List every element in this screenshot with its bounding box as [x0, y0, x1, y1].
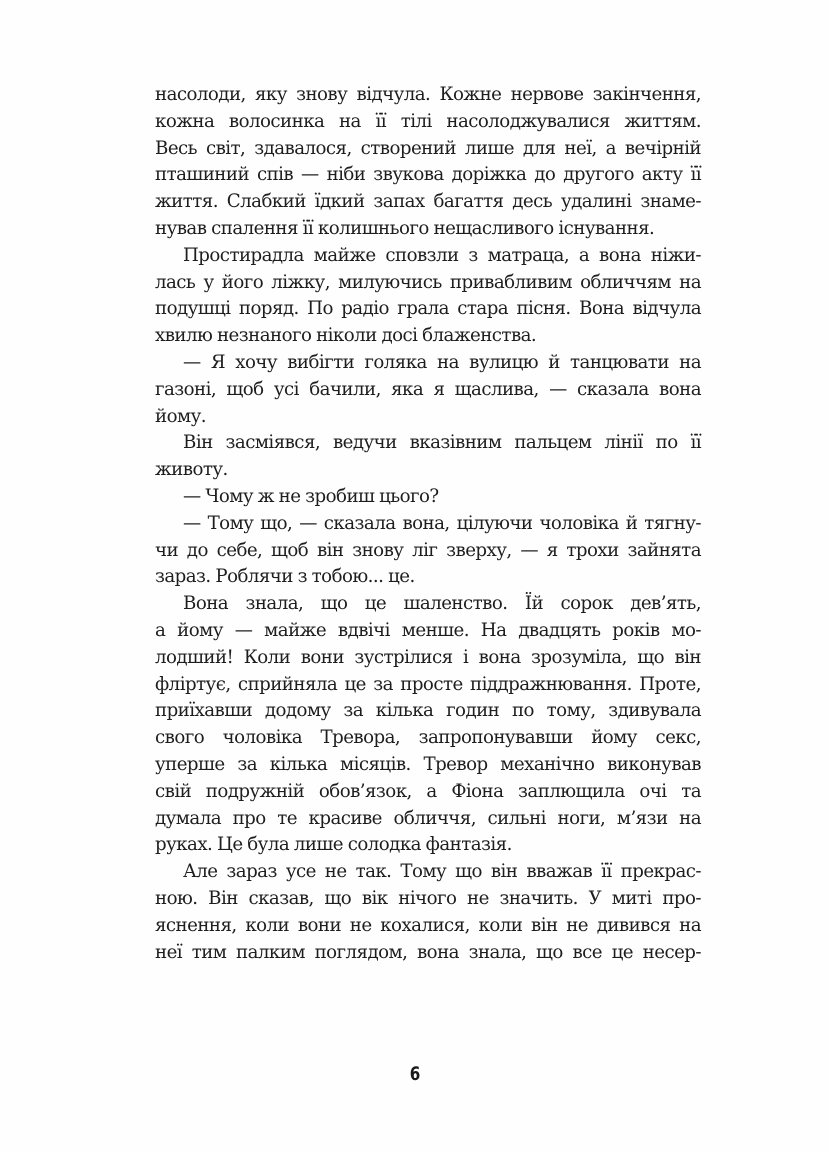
text-line: хвилю незнаного ніколи досі блаженства.: [155, 325, 537, 347]
body-text: [155, 82, 701, 966]
text-line: чи до себе, щоб він знову ліг зверху, — я трохи зайнята: [155, 539, 701, 561]
text-line: лась у його ліжку, милуючись привабливим обличчям на: [155, 271, 701, 293]
text-line: Він засміявся, ведучи вказівним пальцем лінії по її: [183, 432, 701, 454]
paragraph: [155, 484, 701, 511]
text-line: насолоди, яку знову відчула. Кожне нервове закінчення,: [155, 84, 701, 105]
page-number: 6: [409, 1063, 421, 1085]
paragraph: [155, 430, 701, 484]
text-line: зараз. Роблячи з тобою... це.: [155, 566, 415, 588]
text-line: йому.: [155, 405, 206, 427]
text-line: животу.: [155, 459, 228, 481]
text-line: Але зараз усе не так. Тому що він вважав її прекрас-: [183, 861, 701, 883]
text-line: Весь світ, здавалося, створений лише для неї, а вечірній: [155, 137, 701, 159]
text-line: життя. Слабкий їдкий запах багаття десь удалині знаме-: [155, 191, 701, 213]
text-line: думала про те красиве обличчя, сильні ноги, м’язи на: [155, 807, 701, 829]
text-line: руках. Це була лише солодка фантазія.: [155, 834, 512, 856]
text-line: Простирадла майже сповзли з матраца, а вона ніжи-: [183, 244, 701, 266]
paragraph: [155, 82, 701, 243]
text-line: подушці поряд. По радіо грала стара пісня. Вона відчула: [155, 298, 701, 320]
paragraph: [155, 243, 701, 350]
text-line: газоні, щоб усі бачили, яка я щаслива, — сказала вона: [155, 378, 701, 400]
text-line: — Тому що, — сказала вона, цілуючи чоловіка й тягну-: [183, 512, 701, 534]
text-line: свого чоловіка Тревора, запропонувавши йому секс,: [155, 727, 701, 749]
text-line: фліртує, сприйняла це за просте піддражнювання. Проте,: [155, 673, 701, 695]
paragraph: [155, 859, 701, 966]
text-line: Вона знала, що це шаленство. Їй сорок дев’ять,: [183, 593, 701, 615]
text-line: пташиний спів — ніби звукова доріжка до другого акту її: [155, 164, 701, 186]
text-line: лодший! Коли вони зустрілися і вона зрозуміла, що він: [155, 646, 701, 668]
paragraph: [155, 591, 701, 859]
text-line: свій подружній обов’язок, а Фіона заплющила очі та: [155, 780, 701, 802]
text-line: яснення, коли вони не кохалися, коли він не дивився на: [155, 914, 701, 936]
text-line: неї тим палким поглядом, вона знала, що все це несер-: [155, 941, 701, 963]
text-line: — Я хочу вибігти голяка на вулицю й танцювати на: [183, 351, 701, 373]
text-line: приїхавши додому за кілька годин по тому, здивувала: [155, 700, 701, 722]
text-line: нував спалення її колишнього нещасливого існування.: [155, 217, 655, 239]
paragraph: [155, 350, 701, 430]
paragraph: [155, 511, 701, 591]
text-line: кожна волосинка на її тілі насолоджувалися життям.: [155, 110, 701, 132]
text-line: а йому — майже вдвічі менше. На двадцять років мо-: [155, 619, 701, 641]
text-line: ною. Він сказав, що вік нічого не значить. У миті про-: [155, 887, 701, 909]
text-line: — Чому ж не зробиш цього?: [183, 485, 439, 507]
text-line: уперше за кілька місяців. Тревор механічно виконував: [155, 753, 701, 775]
